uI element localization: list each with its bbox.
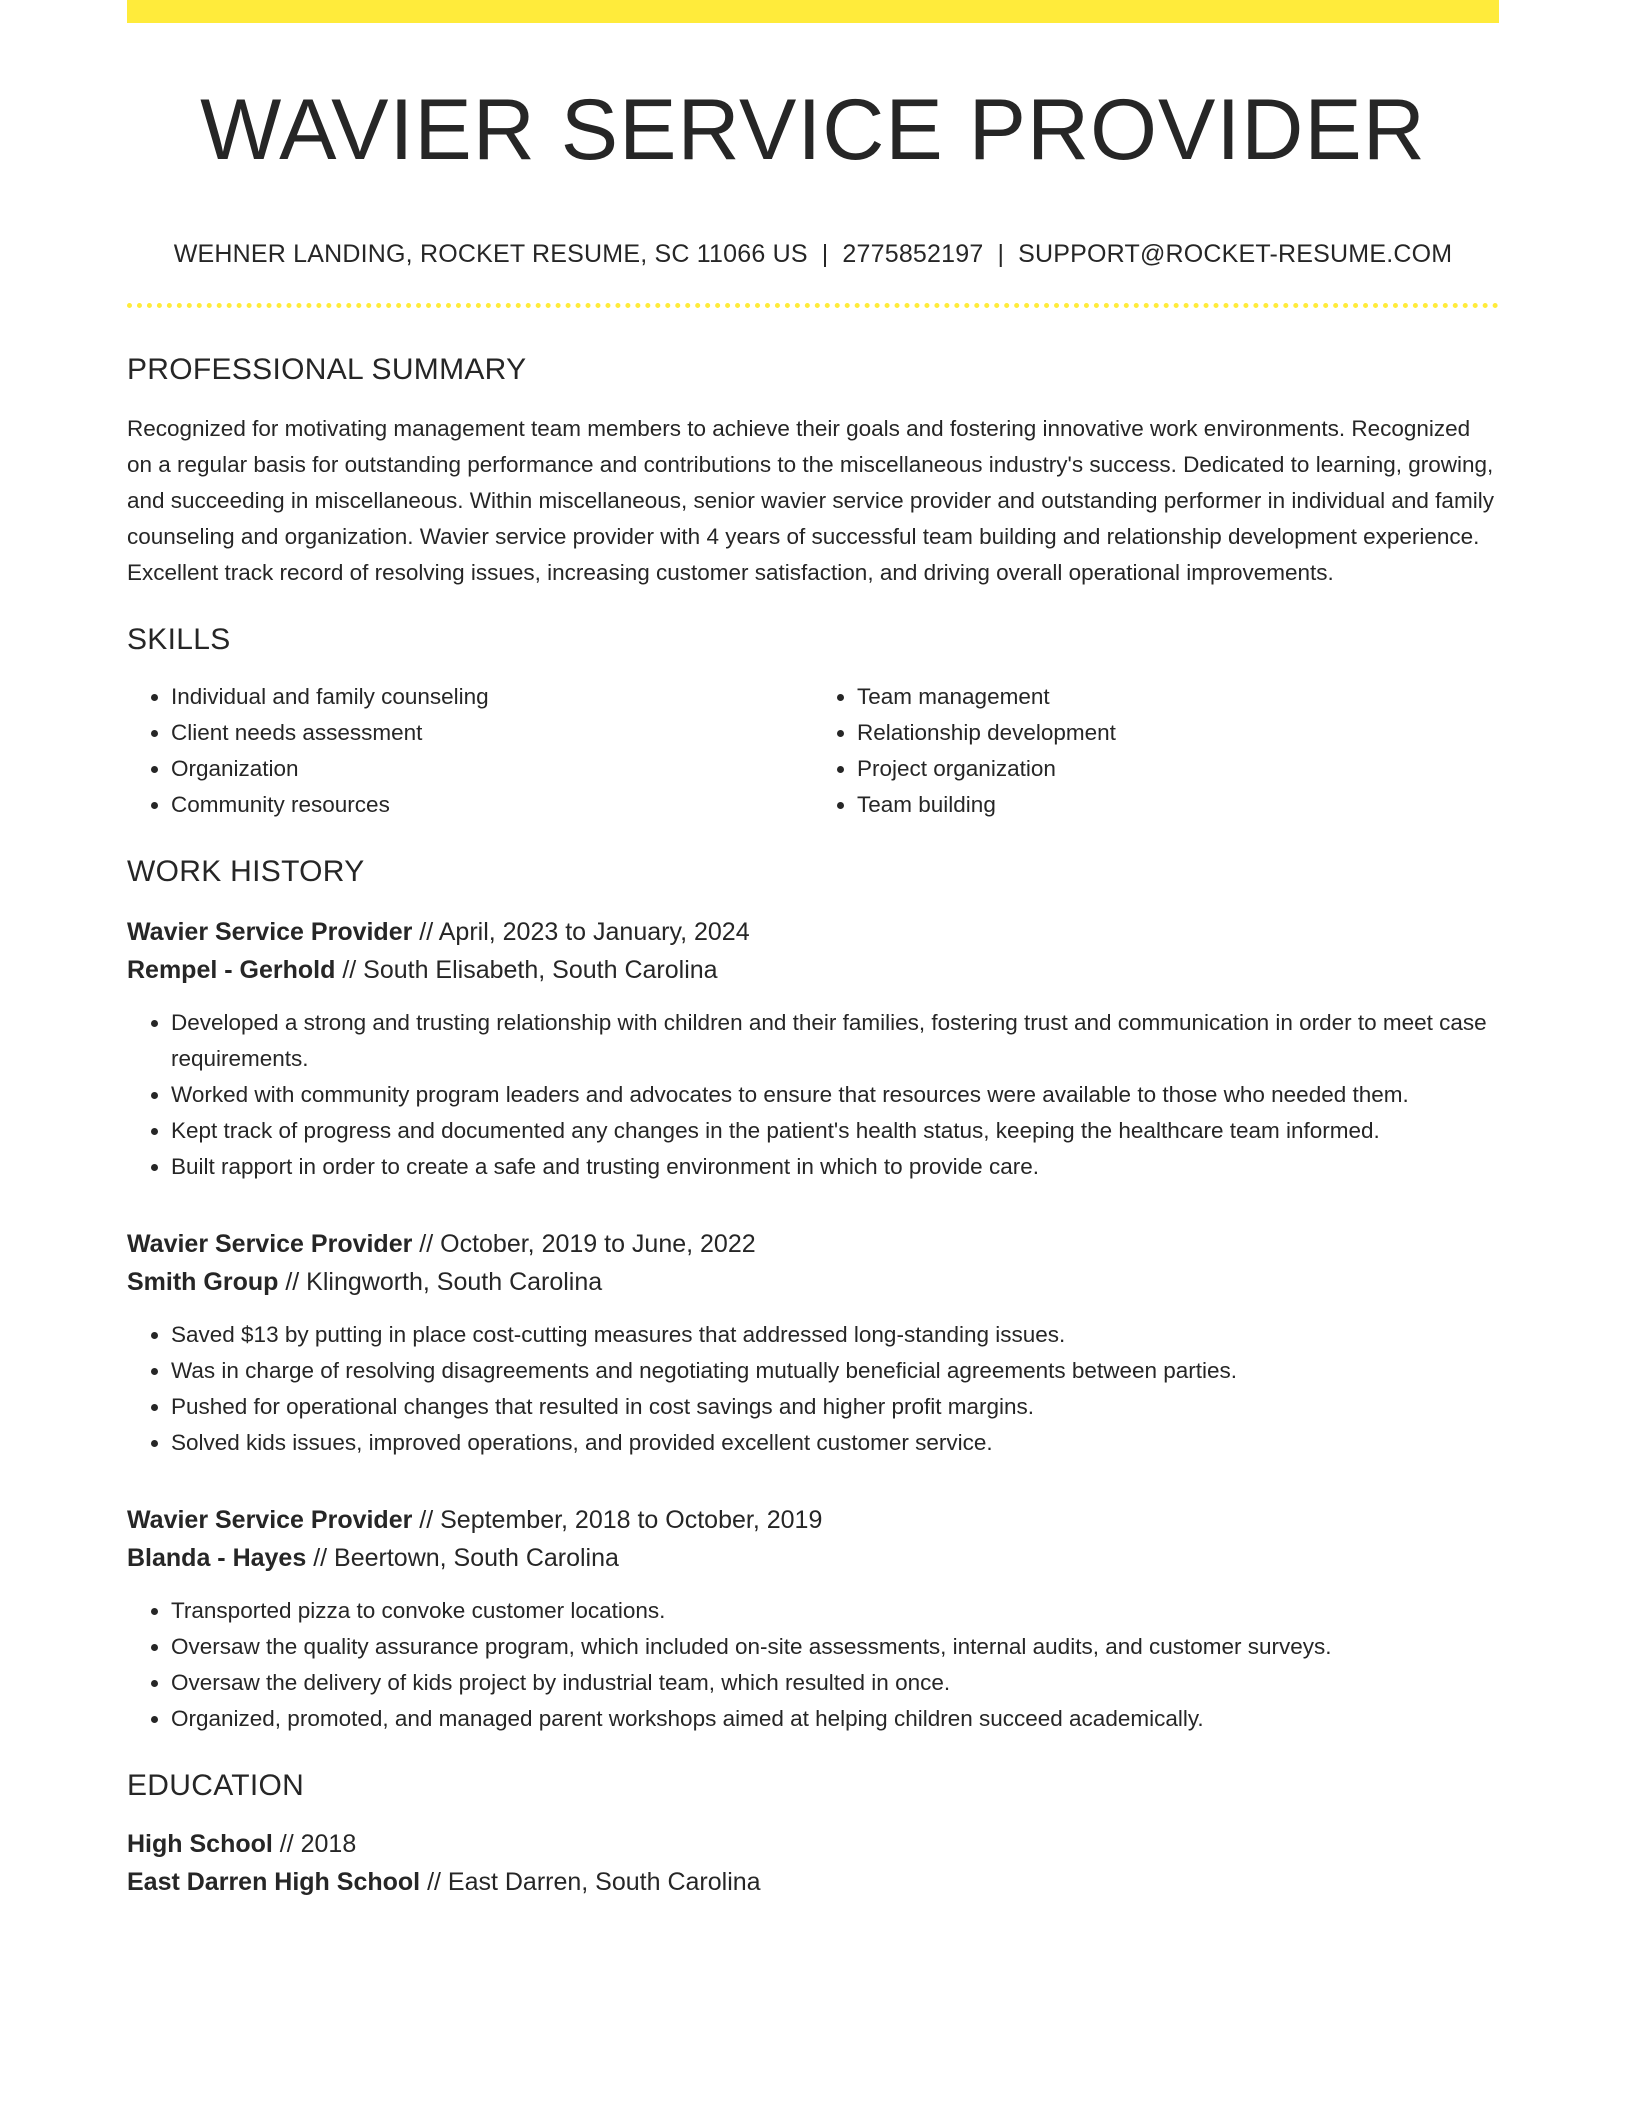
- education-degree: High School: [127, 1829, 273, 1858]
- contact-email: SUPPORT@ROCKET-RESUME.COM: [1018, 239, 1453, 268]
- skills-list: [127, 679, 1499, 823]
- job-bullet: • Oversaw the delivery of kids project by industrial team, which resulted in once.: [171, 1665, 1499, 1701]
- skill-item: • Organization: [171, 751, 813, 787]
- education-school: East Darren High School: [127, 1867, 421, 1896]
- education-degree-line: [127, 1825, 1499, 1863]
- skill-item: • Team building: [857, 787, 1499, 823]
- skills-column-left: [127, 679, 813, 823]
- skills-heading: SKILLS: [127, 622, 231, 656]
- skill-item: • Individual and family counseling: [171, 679, 813, 715]
- skills-column-right: [813, 679, 1499, 823]
- skill-item: • Client needs assessment: [171, 715, 813, 751]
- job-title-line: [127, 1225, 1499, 1263]
- skill-item: • Relationship development: [857, 715, 1499, 751]
- job-company-line: [127, 1539, 1499, 1577]
- job-dates: // April, 2023 to January, 2024: [412, 917, 750, 946]
- job-bullet: • Organized, promoted, and managed parent workshops aimed at helping children succeed academically.: [171, 1701, 1499, 1737]
- job-bullet: • Developed a strong and trusting relationship with children and their families, fostering trust and communication in order to meet case requirements.: [171, 1005, 1499, 1077]
- job-bullet: • Kept track of progress and documented any changes in the patient's health status, keeping the healthcare team informed.: [171, 1113, 1499, 1149]
- job-bullet: • Transported pizza to convoke customer locations.: [171, 1593, 1499, 1629]
- skill-item: • Community resources: [171, 787, 813, 823]
- resume-page: [127, 0, 1499, 1901]
- job-bullets: [127, 1593, 1499, 1737]
- job-bullet: • Pushed for operational changes that resulted in cost savings and higher profit margins.: [171, 1389, 1499, 1425]
- job-bullet: • Worked with community program leaders and advocates to ensure that resources were available to those who needed them.: [171, 1077, 1499, 1113]
- education-heading: EDUCATION: [127, 1768, 305, 1802]
- job-location: // Beertown, South Carolina: [306, 1543, 619, 1572]
- job-bullet: • Was in charge of resolving disagreements and negotiating mutually beneficial agreements between parties.: [171, 1353, 1499, 1389]
- contact-separator: |: [821, 239, 829, 268]
- job-company-line: [127, 1263, 1499, 1301]
- job-company-line: [127, 951, 1499, 989]
- job-bullets: [127, 1005, 1499, 1185]
- job-company: Rempel - Gerhold: [127, 955, 336, 984]
- contact-address: WEHNER LANDING, ROCKET RESUME, SC 11066 US: [173, 239, 808, 268]
- dotted-divider: [127, 303, 1499, 308]
- summary-text: Recognized for motivating management team members to achieve their goals and fostering innovative work environments. Recognized on a regular basis for outstanding performance and contributions to the miscellaneous industry's success. Dedicated to learning, growing, and succeeding in miscellaneous. Within miscellaneous, senior wavier service provider and outstanding performer in individual and family counseling and organization. Wavier service provider with 4 years of successful team building and relationship development experience. Excellent track record of resolving issues, increasing customer satisfaction, and driving overall operational improvements.: [127, 415, 1494, 585]
- job-company: Smith Group: [127, 1267, 279, 1296]
- job-bullet: • Saved $13 by putting in place cost-cutting measures that addressed long-standing issues.: [171, 1317, 1499, 1353]
- contact-separator: |: [997, 239, 1005, 268]
- skill-item: • Team management: [857, 679, 1499, 715]
- job-dates: // October, 2019 to June, 2022: [412, 1229, 756, 1258]
- job-role: Wavier Service Provider: [127, 1505, 413, 1534]
- job-bullet: • Solved kids issues, improved operations, and provided excellent customer service.: [171, 1425, 1499, 1461]
- skill-item: • Project organization: [857, 751, 1499, 787]
- resume-name: WAVIER SERVICE PROVIDER: [200, 82, 1426, 178]
- accent-top-bar: [127, 0, 1499, 23]
- job-bullet: • Oversaw the quality assurance program, which included on-site assessments, internal audits, and customer surveys.: [171, 1629, 1499, 1665]
- job-location: // South Elisabeth, South Carolina: [335, 955, 718, 984]
- job-dates: // September, 2018 to October, 2019: [412, 1505, 823, 1534]
- job-entry: [127, 1501, 1499, 1737]
- summary-heading: PROFESSIONAL SUMMARY: [127, 352, 527, 386]
- contact-phone: 2775852197: [842, 239, 984, 268]
- job-entry: [127, 1225, 1499, 1461]
- education-school-line: [127, 1863, 1499, 1901]
- job-role: Wavier Service Provider: [127, 917, 413, 946]
- job-bullets: [127, 1317, 1499, 1461]
- education-year: // 2018: [272, 1829, 357, 1858]
- education-location: // East Darren, South Carolina: [420, 1867, 761, 1896]
- work-history-heading: WORK HISTORY: [127, 854, 365, 888]
- job-title-line: [127, 913, 1499, 951]
- job-role: Wavier Service Provider: [127, 1229, 413, 1258]
- contact-line: [127, 240, 1499, 269]
- job-title-line: [127, 1501, 1499, 1539]
- job-entry: [127, 913, 1499, 1185]
- education-entry: [127, 1825, 1499, 1901]
- job-location: // Klingworth, South Carolina: [278, 1267, 603, 1296]
- job-company: Blanda - Hayes: [127, 1543, 307, 1572]
- job-bullet: • Built rapport in order to create a safe and trusting environment in which to provide care.: [171, 1149, 1499, 1185]
